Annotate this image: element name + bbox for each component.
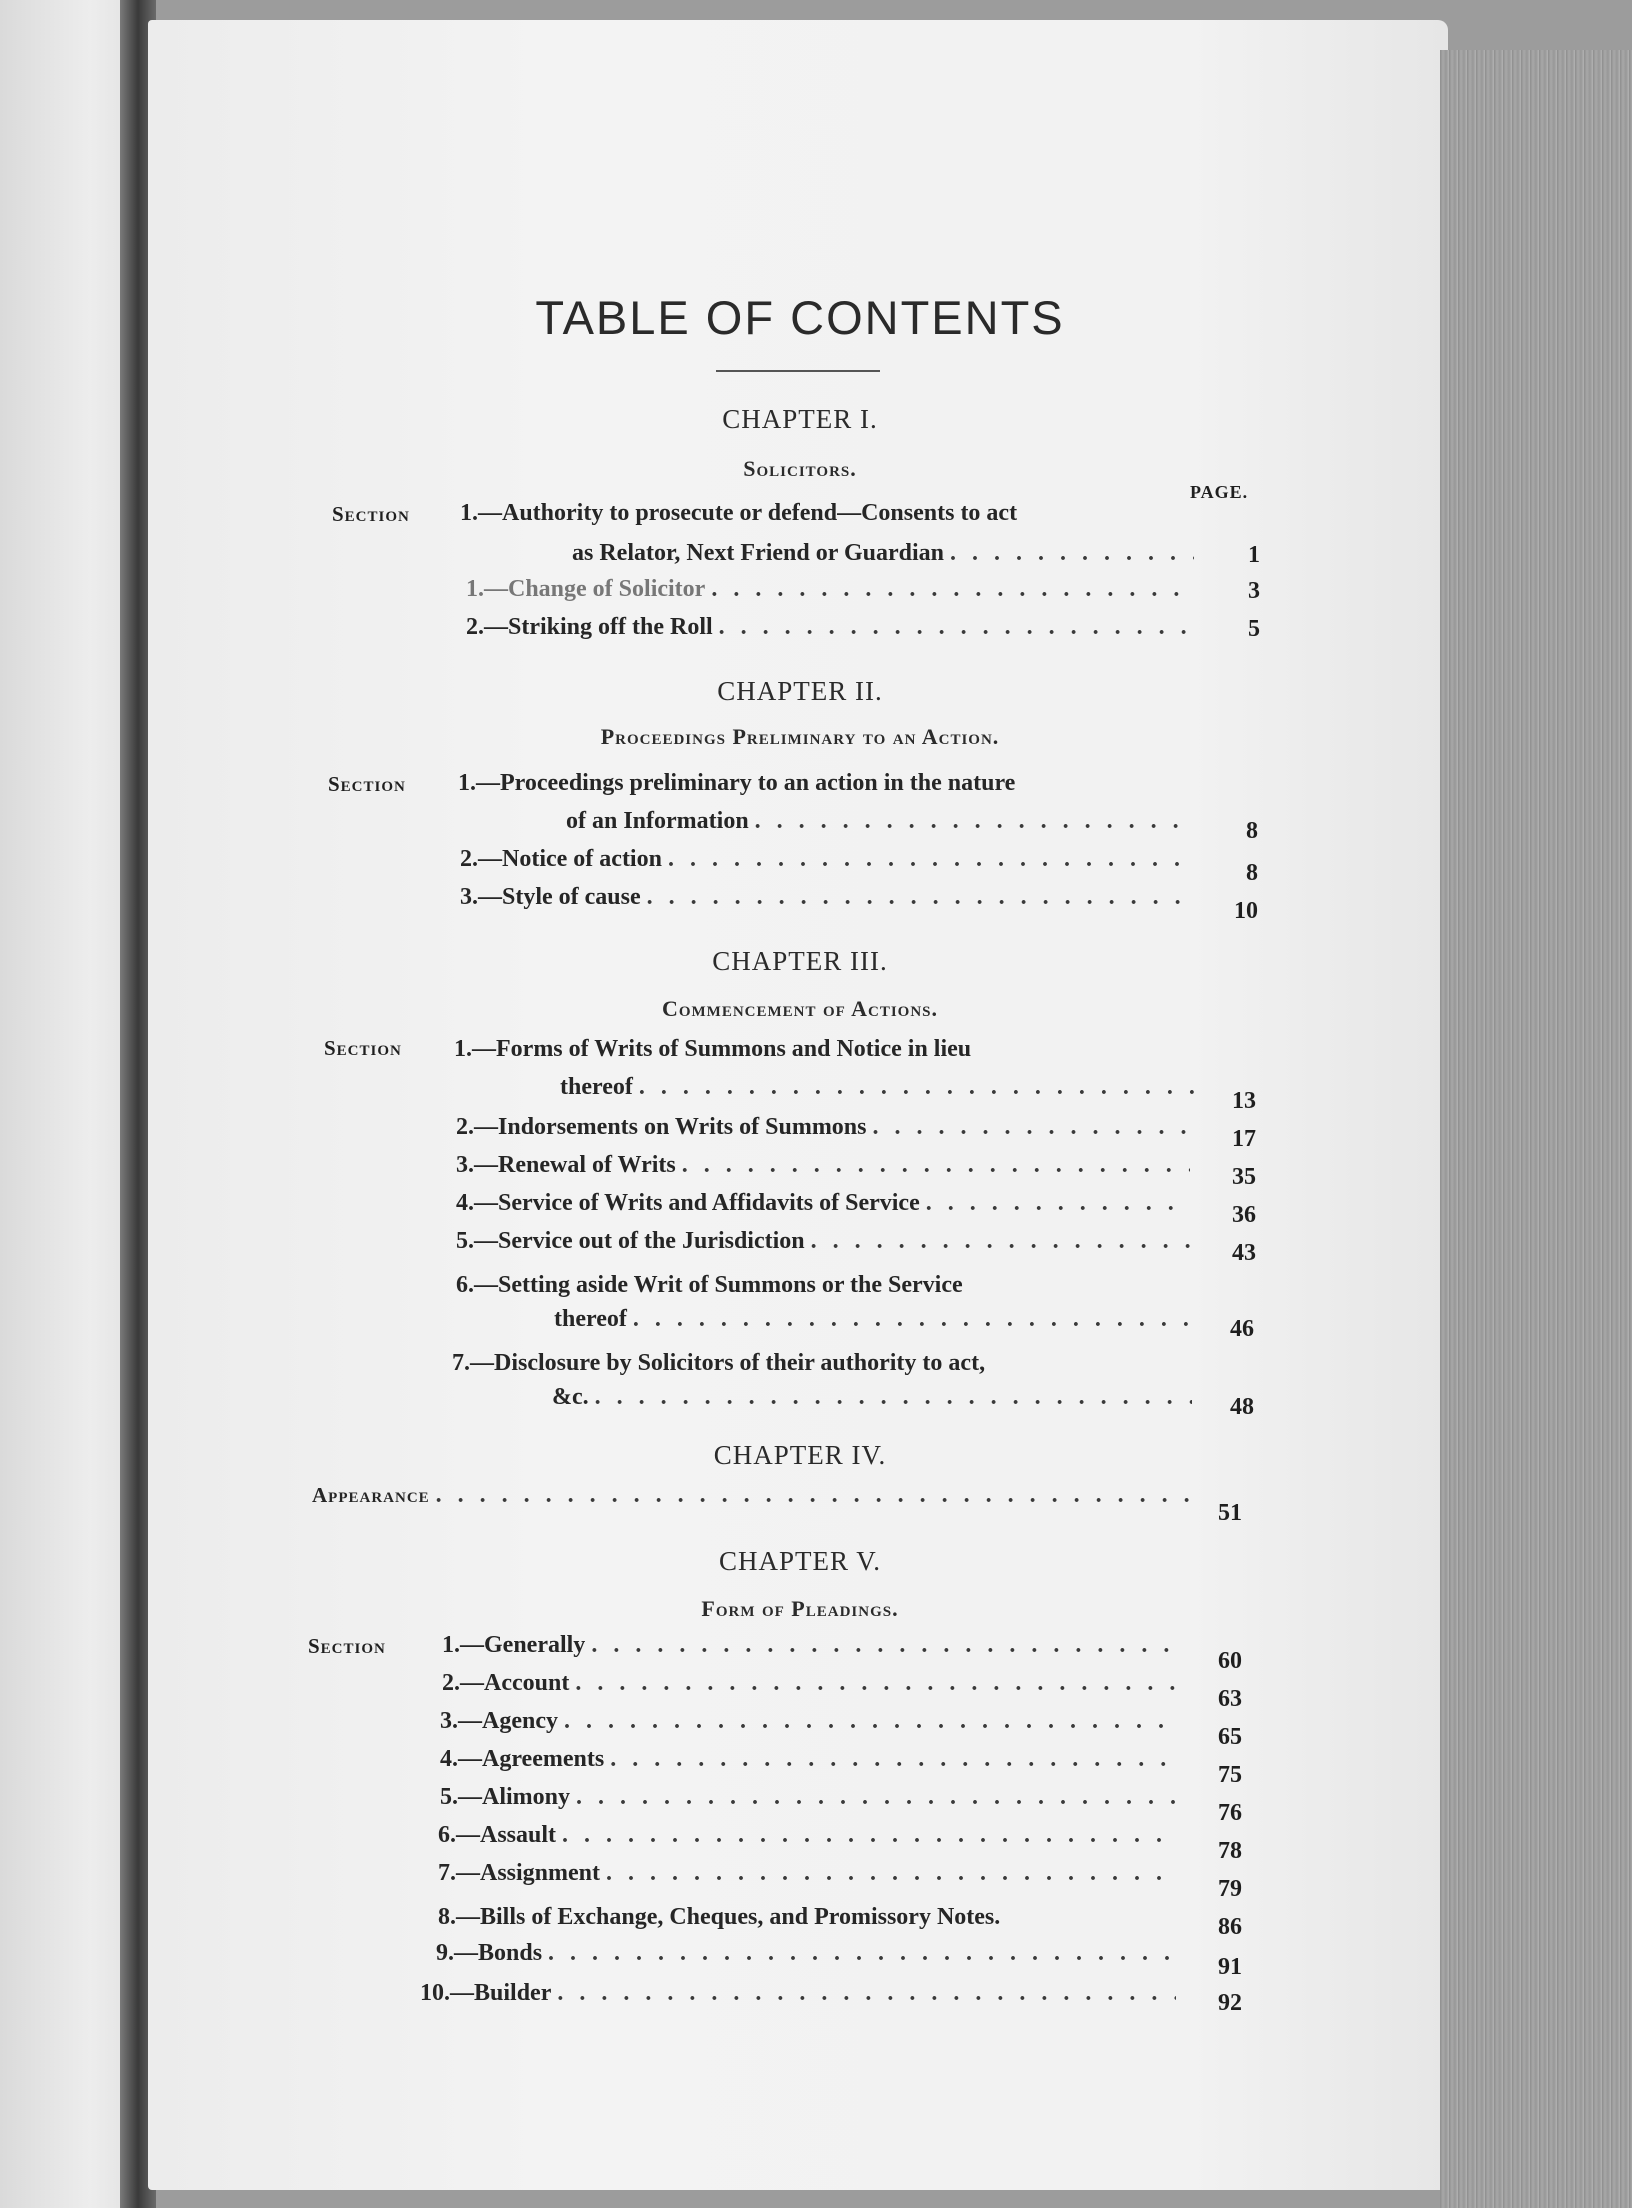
entry-text: —Assignment [456,1860,601,1886]
dot-leader [595,1384,1192,1411]
entry-number: 1. [466,576,484,602]
entry-number: 6. [456,1272,474,1298]
entry-text: —Indorsements on Writs of Summons [474,1114,867,1140]
entry-number: 1. [454,1036,472,1062]
chapter-subject: Form of Pleadings. [701,1596,899,1621]
toc-entry [440,1708,1182,1742]
dot-leader [557,1980,1176,2007]
dot-leader [647,884,1194,911]
entry-text: —Setting aside Writ of Summons or the Service [474,1272,963,1298]
toc-entry [466,614,1200,648]
toc-entry-continuation [566,808,1200,842]
dot-leader [606,1860,1176,1887]
toc-entry [420,1980,1182,2014]
section-label: Section [332,502,410,526]
page-number: 1 [1248,542,1260,568]
toc-entry [458,770,1198,804]
entry-number: 6. [438,1822,456,1848]
entry-number: 4. [456,1190,474,1216]
entry-text: —Agreements [458,1746,605,1772]
entry-number: 7. [438,1860,456,1886]
page-number: 65 [1218,1724,1242,1750]
toc-entry [460,884,1200,918]
entry-number: 3. [440,1708,458,1734]
page-number: 51 [1218,1500,1242,1526]
dot-leader [610,1746,1176,1773]
entry-text: —Proceedings preliminary to an action in the nature [476,770,1016,796]
page-number: 36 [1232,1202,1256,1228]
entry-number: 1. [442,1632,460,1658]
toc-entry [456,1190,1196,1224]
page-number: 35 [1232,1164,1256,1190]
dot-leader [575,1670,1176,1697]
page-number: 48 [1230,1394,1254,1420]
entry-text: thereof [554,1306,627,1332]
dot-leader [950,540,1194,567]
toc-entry [456,1228,1196,1262]
entry-text: —Bills of Exchange, Cheques, and Promissory Notes. [456,1904,1001,1930]
page-title: TABLE OF CONTENTS [535,291,1065,344]
chapter-heading: CHAPTER III. [712,946,888,976]
entry-text: —Account [460,1670,570,1696]
chapter-subject: Appearance [312,1483,430,1507]
toc-entry [456,1152,1196,1186]
entry-text: —Renewal of Writs [474,1152,676,1178]
page-number: 8 [1246,860,1258,886]
entry-text: —Agency [458,1708,558,1734]
title-rule [716,370,880,372]
entry-text: —Forms of Writs of Summons and Notice in lieu [472,1036,972,1062]
toc-entry [452,1350,1200,1384]
page-edges [1440,50,1632,2208]
dot-leader [682,1152,1190,1179]
toc-entry [456,1114,1196,1148]
toc-entry [438,1822,1182,1856]
entry-text: —Service of Writs and Affidavits of Service [474,1190,920,1216]
dot-leader [719,614,1194,641]
entry-text: —Authority to prosecute or defend—Consents to act [478,500,1018,526]
entry-number: 4. [440,1746,458,1772]
page-number: 78 [1218,1838,1242,1864]
entry-number: 7. [452,1350,470,1376]
chapter-heading: CHAPTER I. [722,404,878,434]
dot-leader [668,846,1194,873]
page-number: 91 [1218,1954,1242,1980]
toc-entry [454,1036,1198,1070]
entry-number: 8. [438,1904,456,1930]
toc-entry [438,1904,1182,1938]
toc-entry [436,1940,1182,1974]
page-number: 10 [1234,898,1258,924]
toc-entry-continuation [554,1306,1198,1340]
entry-number: 3. [460,884,478,910]
dot-leader [564,1708,1176,1735]
page-number: 92 [1218,1990,1242,2016]
page-number: 75 [1218,1762,1242,1788]
entry-number: 1. [458,770,476,796]
toc-entry [456,1272,1200,1306]
page-number: 86 [1218,1914,1242,1940]
toc-entry [460,500,1200,534]
dot-leader [591,1632,1176,1659]
entry-text: —Style of cause [478,884,641,910]
entry-text: —Disclosure by Solicitors of their authority to act, [470,1350,986,1376]
page-number: 8 [1246,818,1258,844]
page-number: 13 [1232,1088,1256,1114]
dot-leader [811,1228,1190,1255]
section-label: Section [324,1036,402,1060]
dot-leader [548,1940,1176,1967]
toc-entry [442,1632,1182,1666]
page-number: 3 [1248,578,1260,604]
chapter-subject: Proceedings Preliminary to an Action. [600,724,1000,749]
page-number: 63 [1218,1686,1242,1712]
entry-text: as Relator, Next Friend or Guardian [572,540,944,566]
toc-entry [442,1670,1182,1704]
entry-number: 2. [456,1114,474,1140]
entry-text: —Service out of the Jurisdiction [474,1228,805,1254]
page-number: 17 [1232,1126,1256,1152]
dot-leader [576,1784,1176,1811]
entry-text: &c. [552,1384,589,1410]
page-number: 46 [1230,1316,1254,1342]
entry-number: 2. [466,614,484,640]
dot-leader [633,1306,1192,1333]
chapter-heading: CHAPTER II. [717,676,883,706]
entry-text: thereof [560,1074,633,1100]
dot-leader [755,808,1194,835]
toc-entry [460,846,1200,880]
toc-entry [438,1860,1182,1894]
chapter-heading: CHAPTER V. [718,1546,882,1576]
page-column-label: PAGE. [1190,482,1249,502]
toc-entry-continuation [560,1074,1200,1108]
dot-leader [562,1822,1176,1849]
entry-text: —Change of Solicitor [484,576,706,602]
entry-text: —Assault [456,1822,557,1848]
entry-number: 1. [460,500,478,526]
entry-text: —Generally [460,1632,586,1658]
entry-number: 10. [420,1980,450,2006]
page-number: 76 [1218,1800,1242,1826]
page-number: 79 [1218,1876,1242,1902]
entry-text: —Striking off the Roll [484,614,713,640]
section-label: Section [308,1634,386,1658]
dot-leader [436,1482,1190,1509]
toc-entry-continuation [552,1384,1198,1418]
dot-leader [711,576,1194,603]
entry-number: 5. [440,1784,458,1810]
entry-number: 9. [436,1940,454,1966]
chapter-subject: Commencement of Actions. [661,996,939,1021]
toc-entry [440,1746,1182,1780]
entry-number: 5. [456,1228,474,1254]
page-number: 60 [1218,1648,1242,1674]
entry-text: —Builder [450,1980,552,2006]
dot-leader [639,1074,1194,1101]
dot-leader [926,1190,1190,1217]
page-number: 43 [1232,1240,1256,1266]
entry-number: 2. [442,1670,460,1696]
entry-text: —Notice of action [478,846,662,872]
dot-leader [873,1114,1191,1141]
toc-entry-continuation [572,540,1200,574]
toc-entry [440,1784,1182,1818]
chapter-heading: CHAPTER IV. [713,1440,887,1470]
toc-entry [466,576,1200,610]
section-label: Section [328,772,406,796]
entry-text: —Alimony [458,1784,571,1810]
chapter-subject: Solicitors. [743,456,857,481]
entry-text: of an Information [566,808,749,834]
toc-entry [312,1482,1196,1516]
entry-number: 2. [460,846,478,872]
page-number: 5 [1248,616,1260,642]
entry-text: —Bonds [454,1940,543,1966]
entry-number: 3. [456,1152,474,1178]
